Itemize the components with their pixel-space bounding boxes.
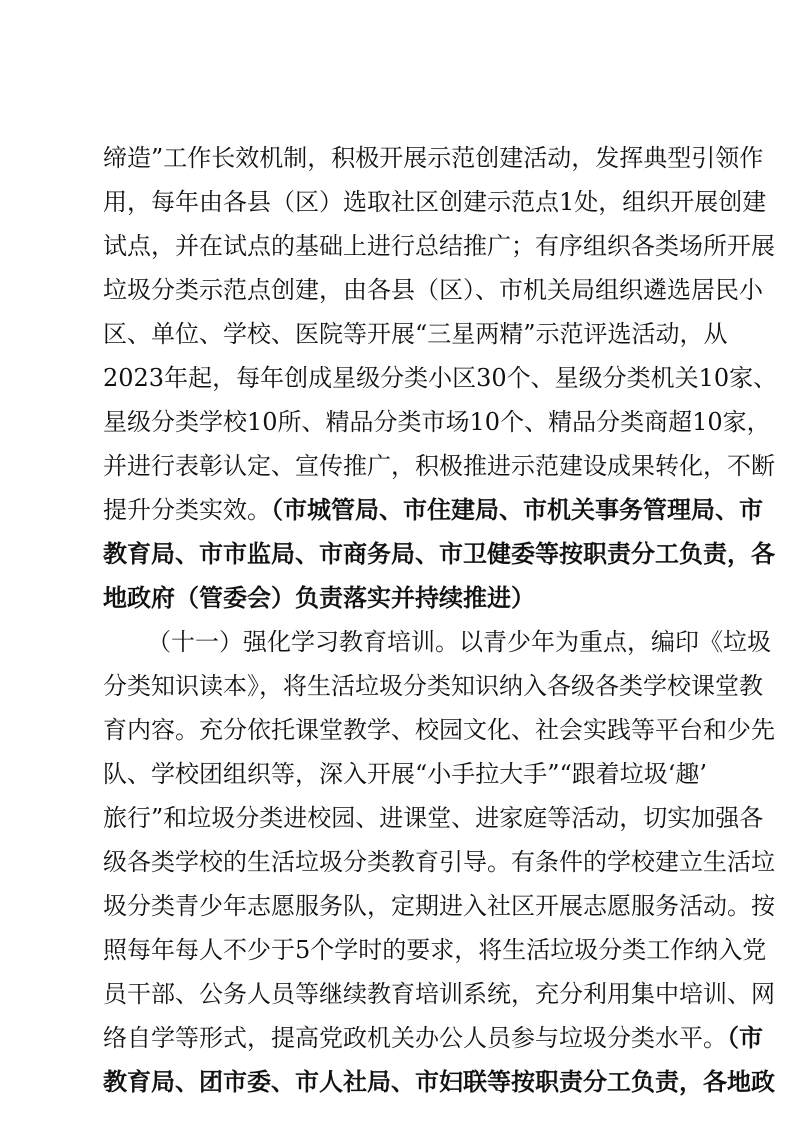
text-line: 分类知识读本》，将生活垃圾分类知识纳入各级各类学校课堂教 [103, 672, 763, 700]
section-heading: （十一）强化学习教育培训。 [147, 628, 459, 656]
text-line: 旅行”和垃圾分类进校园、进课堂、进家庭等活动，切实加强各 [103, 804, 764, 832]
text-line: 缔造”工作长效机制，积极开展示范创建活动，发挥典型引领作 [103, 144, 764, 172]
text-line: 队、学校团组织等，深入开展“小手拉大手”“跟着垃圾‘趣’ [103, 760, 708, 788]
responsibility-line: 教育局、市市监局、市商务局、市卫健委等按职责分工负责，各 [103, 539, 775, 568]
responsibility-line: 地政府（管委会）负责落实并持续推进） [103, 583, 535, 612]
responsibility-text: （市城管局、市住建局、市机关事务管理局、市 [271, 495, 763, 524]
text-line: 星级分类学校10所、精品分类市场10个、精品分类商超10家， [103, 408, 771, 436]
text-line: 试点，并在试点的基础上进行总结推广；有序组织各类场所开展 [103, 232, 775, 260]
text-line: 用，每年由各县（区）选取社区创建示范点1处，组织开展创建 [103, 188, 767, 216]
text-line-mixed [103, 492, 763, 528]
text-line: 育内容。充分依托课堂教学、校园文化、社会实践等平台和少先 [103, 716, 775, 744]
body-text: 提升分类实效。 [103, 496, 271, 524]
text-line: 员干部、公务人员等继续教育培训系统，充分利用集中培训、网 [103, 980, 775, 1008]
text-line: 照每年每人不少于5个学时的要求，将生活垃圾分类工作纳入党 [103, 936, 767, 964]
text-line: 圾分类青少年志愿服务队，定期进入社区开展志愿服务活动。按 [103, 892, 775, 920]
responsibility-text: （市 [727, 1023, 763, 1052]
text-line: 并进行表彰认定、宣传推广，积极推进示范建设成果转化，不断 [103, 452, 775, 480]
responsibility-line: 教育局、团市委、市人社局、市妇联等按职责分工负责，各地政 [103, 1067, 775, 1096]
text-line: 垃圾分类示范点创建，由各县（区）、市机关局组织遴选居民小 [103, 276, 763, 304]
body-text: 络自学等形式，提高党政机关办公人员参与垃圾分类水平。 [103, 1024, 727, 1052]
body-text: 以青少年为重点，编印《垃圾 [459, 628, 771, 656]
text-line-mixed [103, 1020, 763, 1056]
text-line: 区、单位、学校、医院等开展“三星两精”示范评选活动，从 [103, 320, 728, 348]
text-line: 2023年起，每年创成星级分类小区30个、星级分类机关10家、 [103, 364, 778, 392]
text-line: 级各类学校的生活垃圾分类教育引导。有条件的学校建立生活垃 [103, 848, 775, 876]
section-heading-line [147, 624, 771, 660]
